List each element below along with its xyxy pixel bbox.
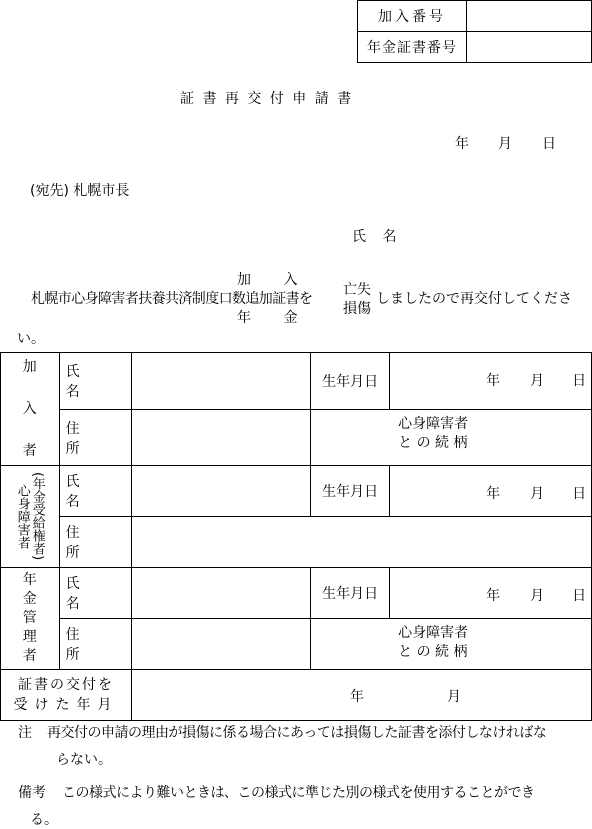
date-day-label: 日 bbox=[542, 136, 556, 152]
member-address-label: 住 所 bbox=[59, 410, 131, 466]
member-relation-label-1: 心身障害者 bbox=[398, 416, 469, 433]
note-text-line-2: らない。 bbox=[56, 752, 112, 768]
beneficiary-address-field[interactable] bbox=[131, 517, 591, 568]
member-relation-cell[interactable] bbox=[311, 410, 592, 466]
reason-option-2: 損傷 bbox=[343, 301, 371, 317]
member-name-label: 氏 名 bbox=[59, 353, 131, 410]
administrator-address-label: 住 所 bbox=[59, 619, 131, 670]
body-text-prefix: 札幌市心身障害者扶養共済制度口数追加証書を bbox=[31, 291, 313, 307]
administrator-relation-cell[interactable] bbox=[311, 619, 592, 670]
issue-date-label: 証書の交付を 受けた年月 bbox=[1, 670, 132, 721]
reason-option-1: 亡失 bbox=[343, 282, 371, 298]
beneficiary-category: (年金受給権者)心身障害者 bbox=[1, 466, 60, 568]
administrator-relation-label-2: と の 続 柄 bbox=[398, 644, 468, 660]
remark-text-line-2: る。 bbox=[30, 812, 58, 828]
member-dob-field[interactable]: 年 月 日 bbox=[390, 353, 592, 410]
member-name-field[interactable] bbox=[131, 353, 310, 410]
administrator-relation-label-1: 心身障害者 bbox=[398, 625, 469, 641]
beneficiary-dob-field[interactable]: 年 月 日 bbox=[390, 466, 592, 517]
pension-cert-no-field[interactable] bbox=[467, 32, 592, 63]
number-box bbox=[357, 0, 592, 63]
body-text-suffix: しましたので再交付してくださ bbox=[376, 291, 572, 307]
note-label: 注 bbox=[18, 725, 32, 741]
beneficiary-name-field[interactable] bbox=[131, 466, 310, 517]
applicant-name-label: 氏 名 bbox=[352, 229, 403, 245]
beneficiary-dob-label: 生年月日 bbox=[311, 466, 390, 517]
member-relation-label-2: と の 続 柄 bbox=[398, 435, 468, 452]
issue-date-field[interactable]: 年 月 bbox=[131, 670, 591, 721]
cert-type-option-1: 加 入 bbox=[237, 272, 312, 288]
page-title: 証 書 再 交 付 申 請 書 bbox=[180, 91, 354, 107]
beneficiary-name-label: 氏 名 bbox=[59, 466, 131, 517]
administrator-address-field[interactable] bbox=[131, 619, 310, 670]
administrator-dob-field[interactable]: 年 月 日 bbox=[390, 568, 592, 619]
administrator-dob-label: 生年月日 bbox=[311, 568, 390, 619]
member-no-field[interactable] bbox=[467, 1, 592, 32]
date-year-label: 年 bbox=[455, 136, 469, 152]
remark-text-line-1: この様式により難いときは、この様式に準じた別の様式を使用することができ bbox=[62, 785, 535, 801]
addressee: (宛先) 札幌市長 bbox=[30, 183, 130, 199]
remark-label: 備考 bbox=[18, 785, 46, 801]
member-category: 加 入 者 bbox=[1, 353, 60, 466]
administrator-name-field[interactable] bbox=[131, 568, 310, 619]
body-text-tail: い。 bbox=[17, 331, 45, 347]
beneficiary-address-label: 住 所 bbox=[59, 517, 131, 568]
pension-cert-no-label: 年金証書番号 bbox=[358, 32, 467, 63]
administrator-name-label: 氏 名 bbox=[59, 568, 131, 619]
date-month-label: 月 bbox=[498, 136, 512, 152]
member-address-field[interactable] bbox=[131, 410, 310, 466]
member-no-label: 加入番号 bbox=[358, 1, 467, 32]
applicant-table bbox=[0, 352, 592, 721]
administrator-category: 年 金 管 理 者 bbox=[1, 568, 60, 670]
member-dob-label: 生年月日 bbox=[311, 353, 390, 410]
cert-type-option-2: 年 金 bbox=[237, 310, 312, 326]
note-text-line-1: 再交付の申請の理由が損傷に係る場合にあっては損傷した証書を添付しなければな bbox=[47, 725, 547, 741]
